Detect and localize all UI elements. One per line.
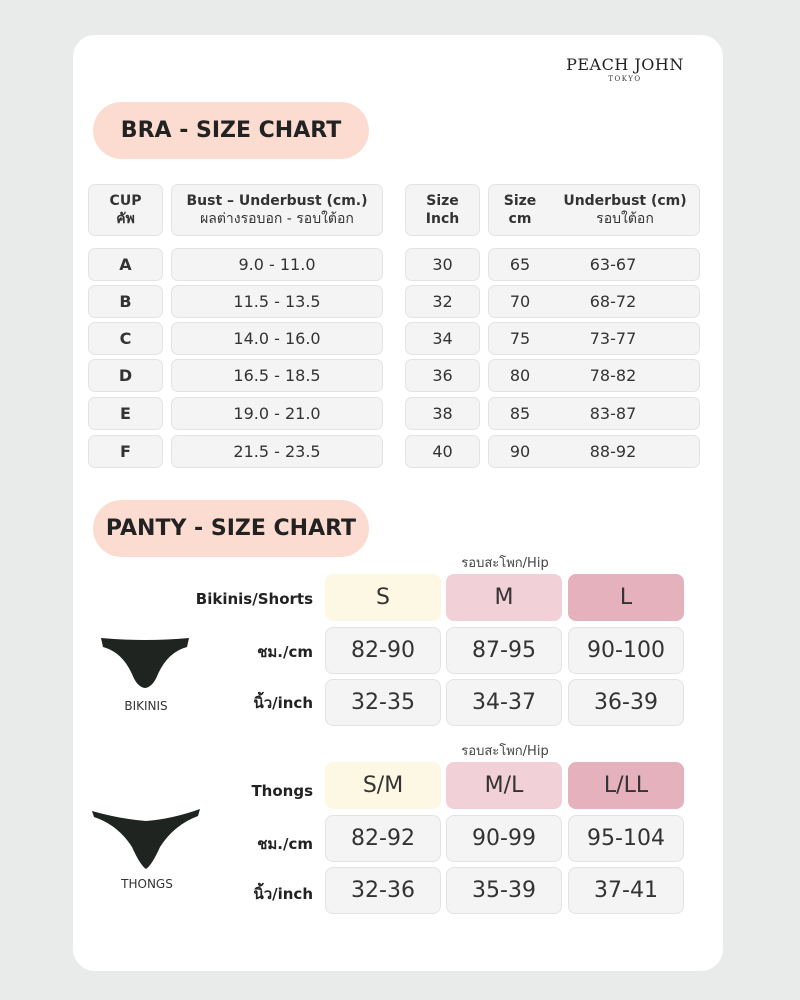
header-cup-th: คัพ [116,211,135,227]
header-diff-en: Bust – Underbust (cm.) [186,193,368,209]
thong-inch-cell: 37-41 [568,867,684,914]
diff-cell: 9.0 - 11.0 [171,248,383,281]
panty-section-title: PANTY - SIZE CHART [93,500,369,557]
bikini-illustration [98,634,192,692]
header-cm-b: cm [508,211,532,227]
header-cup-en: CUP [109,193,142,209]
thong-inch-cell: 32-36 [325,867,441,914]
cm-row [488,435,700,468]
thong-cm-cell: 82-92 [325,815,441,862]
diff-cell: 14.0 - 16.0 [171,322,383,355]
cm-row [488,322,700,355]
cup-cell: F [88,435,163,468]
cm-cell: 90 [509,442,531,461]
underbust-cell: 73-77 [589,329,637,348]
bra-section-title: BRA - SIZE CHART [93,102,369,159]
header-size-inch [405,184,480,236]
brand-sub: TOKYO [608,75,642,83]
cm-cell: 85 [509,404,531,423]
diff-cell: 21.5 - 23.5 [171,435,383,468]
underbust-cell: 78-82 [589,366,637,385]
header-size-cm-underbust [488,184,700,236]
thongs-image-label: THONGS [121,877,173,891]
thong-inch-cell: 35-39 [446,867,562,914]
inch-cell: 40 [405,435,480,468]
cm-cell: 65 [509,255,531,274]
bikini-cm-cell: 90-100 [568,627,684,674]
bikini-size-m: M [446,574,562,621]
cm-row [488,397,700,430]
cup-cell: D [88,359,163,392]
cm-cell: 75 [509,329,531,348]
thong-size-ml: M/L [446,762,562,809]
cup-cell: E [88,397,163,430]
bikinis-image-label: BIKINIS [124,699,168,713]
cm-cell: 70 [509,292,531,311]
cm-cell: 80 [509,366,531,385]
header-cm-a: Size [503,193,537,209]
hip-label: รอบสะโพก/Hip [461,556,549,571]
bikini-inch-cell: 34-37 [446,679,562,726]
thong-size-lll: L/LL [568,762,684,809]
cm-label: ชม./cm [257,835,313,853]
thong-illustration [90,805,202,875]
underbust-cell: 63-67 [589,255,637,274]
cm-label: ชม./cm [257,643,313,661]
inch-cell: 32 [405,285,480,318]
cup-cell: B [88,285,163,318]
cm-row [488,285,700,318]
thongs-type-label: Thongs [251,782,313,800]
bikini-inch-cell: 36-39 [568,679,684,726]
inch-cell: 34 [405,322,480,355]
header-under-en: Underbust (cm) [563,193,687,209]
cm-row [488,248,700,281]
brand-logo [540,55,710,83]
inch-label: นิ้ว/inch [253,694,313,712]
bikini-size-l: L [568,574,684,621]
header-cup [88,184,163,236]
header-bust-underbust [171,184,383,236]
thong-cm-cell: 90-99 [446,815,562,862]
header-inch-b: Inch [425,211,460,227]
inch-cell: 36 [405,359,480,392]
brand-name: PEACH JOHN [566,55,684,74]
header-diff-th: ผลต่างรอบอก - รอบใต้อก [200,211,354,227]
bikini-size-s: S [325,574,441,621]
bikini-cm-cell: 82-90 [325,627,441,674]
bikini-inch-cell: 32-35 [325,679,441,726]
hip-label: รอบสะโพก/Hip [461,744,549,759]
cm-row [488,359,700,392]
bikini-cm-cell: 87-95 [446,627,562,674]
inch-cell: 30 [405,248,480,281]
header-inch-a: Size [426,193,459,209]
header-under-th: รอบใต้อก [596,211,654,227]
cup-cell: C [88,322,163,355]
underbust-cell: 83-87 [589,404,637,423]
underbust-cell: 68-72 [589,292,637,311]
underbust-cell: 88-92 [589,442,637,461]
diff-cell: 11.5 - 13.5 [171,285,383,318]
thong-cm-cell: 95-104 [568,815,684,862]
diff-cell: 16.5 - 18.5 [171,359,383,392]
cup-cell: A [88,248,163,281]
inch-cell: 38 [405,397,480,430]
bikinis-type-label: Bikinis/Shorts [195,590,313,608]
thong-size-sm: S/M [325,762,441,809]
diff-cell: 19.0 - 21.0 [171,397,383,430]
inch-label: นิ้ว/inch [253,885,313,903]
